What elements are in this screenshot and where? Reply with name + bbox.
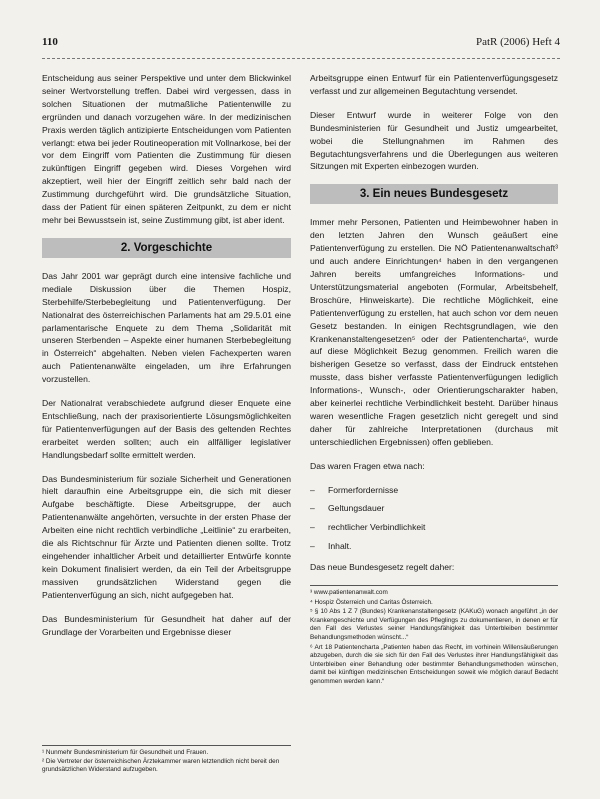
right-column — [310, 72, 558, 688]
footnote: ⁴ Hospiz Österreich und Caritas Österreich. — [310, 598, 433, 606]
list-item: – rechtlicher Verbindlichkeit — [310, 521, 558, 534]
list-item: – Inhalt. — [310, 540, 558, 553]
journal-citation: PatR (2006) Heft 4 — [475, 36, 560, 48]
paragraph: Der Nationalrat verabschiedete aufgrund dieser Enquete eine Entschließung, nach der praxisorientierte Lösungsmöglichkeiten für Patientenverfügungen auf der Basis des geltenden Rechtes erarbeitet werden sollten; auch ein allfälliger legislativer Handlungsbedarf sollte ermittelt werden. — [42, 398, 291, 460]
footnotes-right — [310, 585, 558, 687]
paragraph: Dieser Entwurf wurde in weiterer Folge von den Bundesministerien für Gesundheit und Justiz umgearbeitet, wobei die Stellungnahmen im Rahmen des Begutachtungsverfahrens und die Überlegungen aus weiteren Sitzungen mit Experten einbezogen wurden. — [310, 109, 558, 172]
paragraph: Das Bundesministerium für Gesundheit hat daher auf der Grundlage der Vorarbeiten und Ergebnisse dieser — [42, 613, 291, 637]
section-heading-vorgeschichte: 2. Vorgeschichte — [42, 238, 291, 258]
list-item: – Formerfordernisse — [310, 484, 558, 497]
paragraph: Das Jahr 2001 war geprägt durch eine intensive fachliche und mediale Diskussion über die Themen Hospiz, Sterbehilfe/Sterbebegleitung und Patientenverfügung. Der Nationalrat des österreichischen Parlaments hat am 29.5.01 eine parlamentarische Enquete zu dem Thema „Solidarität mit unseren Sterbenden – Aspekte einer humanen Sterbebegleitung in Österreich“ abgehalten. Neben vielen Fachexperten waren auch Patientenanwälte eingeladen, um ihre Erfahrungen vorzustellen. — [42, 270, 291, 385]
section-heading-bundesgesetz: 3. Ein neues Bundesgesetz — [310, 184, 558, 204]
paragraph: Entscheidung aus seiner Perspektive und unter dem Blickwinkel seiner Wertvorstellung treffen. Dabei wird vergessen, dass in solchen Situationen der mutmaßliche Patientenwille zu ergründen und danach vorzugehen wäre. In der medizinischen Praxis werden täglich antizipierte Entscheidungen vom Patienten verlangt: etwa bei jeder Routineoperation mit Vollnarkose, bei der vor dem Eingriff vom Patienten die Zustimmung für diesen zukünftigen Eingriff gegeben wird. Dieses Vorgehen wird akzeptiert, weil hier der Eingriff zeitlich sehr bald nach der Zustimmung durchgeführt wird. Die grundsätzliche Situation, dass der Patient für einen späteren Zeitpunkt, zu dem er nicht mehr bei Bewusstsein ist, seine Zustimmung gibt, ist aber ident. — [42, 73, 291, 225]
left-column — [42, 72, 291, 649]
footnotes-left — [42, 745, 291, 775]
page-number: 110 — [42, 36, 58, 48]
page-header — [42, 36, 560, 59]
footnote: ⁵ § 10 Abs 1 Z 7 (Bundes) Krankenanstaltengesetz (KAKuG) wonach angeführt „in der Krankengeschichte und Verfügungen des Pfleglings zu dokumentieren, in denen er für den Fall des Verlustes seiner Handlungsfähigkeit das Unterbleiben bestimmter Behandlungsmethoden wünscht...“ — [310, 608, 558, 642]
question-list — [310, 484, 558, 554]
footnote: ⁶ Art 18 Patientencharta „Patienten haben das Recht, im vorhinein Willensäußerungen abzugeben, durch die sie sich für den Fall des Verlustes ihrer Handlungsfähigkeit das Unterbleiben einer Behandlung oder bestimmter Behandlungsmethoden wünschen, damit bei künftigen medizinischen Entscheidungen soweit wie möglich darauf Bedacht genommen werden kann.“ — [310, 643, 558, 686]
footnote: ³ www.patientenanwalt.com — [310, 589, 388, 597]
list-item: – Geltungsdauer — [310, 502, 558, 515]
paragraph: Das neue Bundesgesetz regelt daher: — [310, 562, 455, 573]
paragraph: Arbeitsgruppe einen Entwurf für ein Patientenverfügungsgesetz verfasst und zur allgemeinen Begutachtung versendet. — [310, 73, 558, 96]
paragraph: Das waren Fragen etwa nach: — [310, 460, 425, 471]
paragraph: Das Bundesministerium für soziale Sicherheit und Generationen hielt daraufhin eine Arbeitsgruppe ein, die sich mit dieser Aufgabe beschäftigte. Diese Arbeitsgruppe, der auch Patientenanwälte angehörten, versuchte in der ersten Phase der Arbeiten eine nicht rechtlich verbindliche „Leitlinie“ zu erarbeiten, die als Richtschnur für Ärzte und Patienten dienen sollte. Trotz eingehender inhaltlicher Arbeit und detaillierter Entwürfe konnte kein Dokument finalisiert werden, da ein Teil der Arbeitsgruppe massiven grundsätzlichen Widerstand gegen die Patientenverfügung an sich, nicht aufgegeben hat. — [42, 473, 291, 600]
footnote: ² Die Vertreter der österreichischen Ärztekammer waren letztendlich nicht bereit den grundsätzlichen Widerstand aufzugeben. — [42, 757, 280, 774]
footnote: ¹ Nunmehr Bundesministerium für Gesundheit und Frauen. — [42, 749, 209, 756]
paragraph: Immer mehr Personen, Patienten und Heimbewohner haben in den letzten Jahren den Wunsch geäußert eine Patientenverfügung zu erstellen. Die NÖ Patientenanwaltschaft³ und auch andere Einrichtungen⁴ haben in den vergangenen Jahren bereits umfangreiches Informations- und Unterstützungsmaterial angeboten (Formular, Arbeitsbehelf, Broschüre, Hinweiskarte). Die rechtliche Möglichkeit, eine Patientenverfügung zu erstellen, hat auch schon vor dem neuen Gesetz bestanden. In einigen Rechtsgrundlagen, wie den Krankenanstaltengesetzen⁵ oder der Patientencharta⁶, wurde auf diese Möglichkeit Bezug genommen. Freilich waren die bisherigen Gesetze so verfasst, dass der Eindruck entstehen musste, dass bisher verfasste Patientenverfügungen lediglich Informations-, Wunsch-, oder Orientierungscharakter haben, aber keinerlei rechtliche Verbindlichkeit besteht. Darüber hinaus waren wesentliche Fragen gesetzlich nicht geregelt und sind daher für zahlreiche Interpretationen (durchaus mit unterschiedlichen Ergebnissen) offen geblieben. — [310, 217, 558, 447]
